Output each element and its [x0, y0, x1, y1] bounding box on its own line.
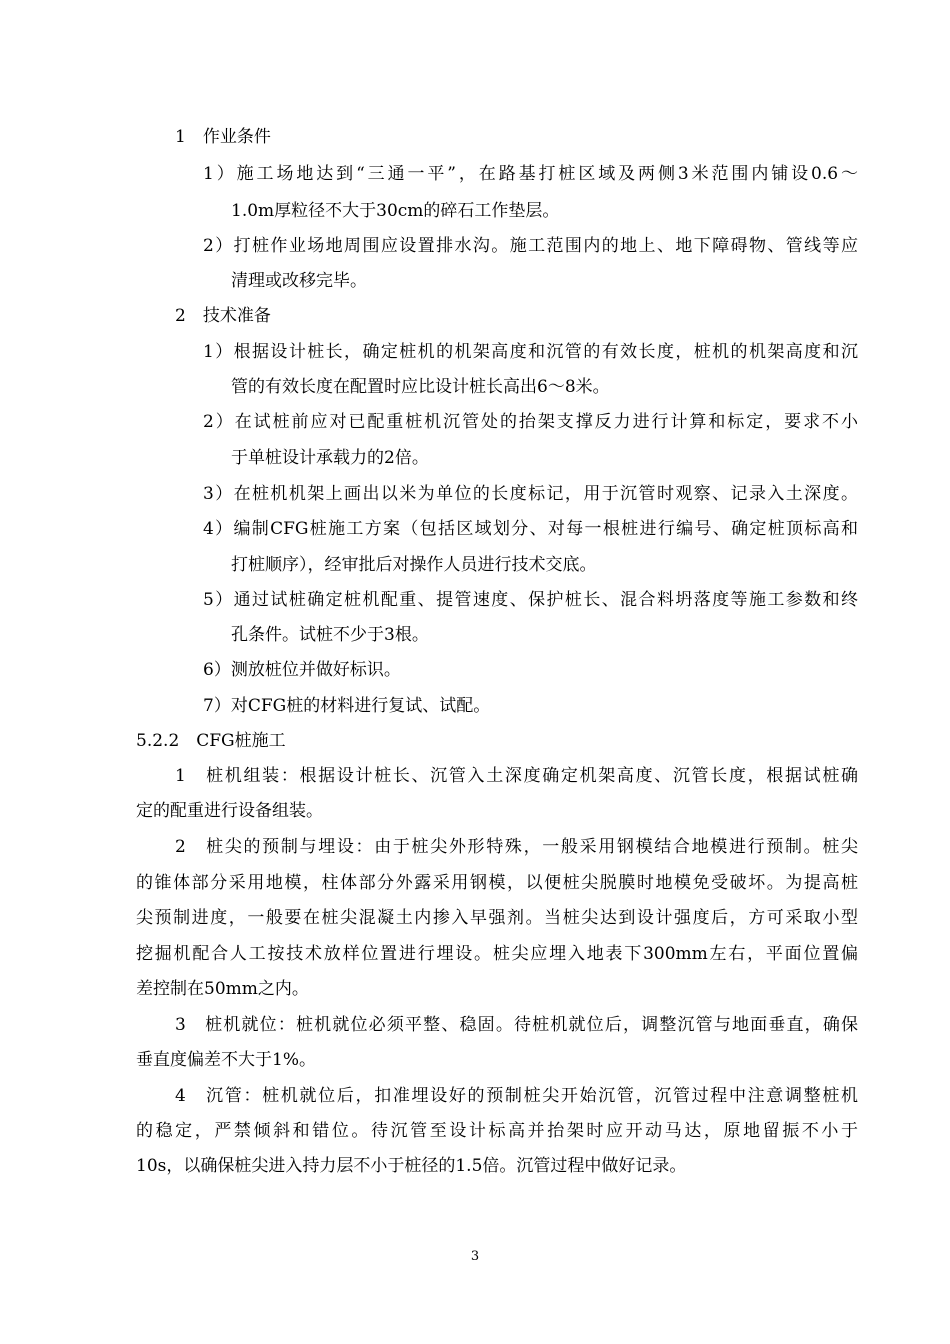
text-line: 的稳定，严禁倾斜和错位。待沉管至设计标高并抬架时应开动马达，原地留振不小于: [136, 1121, 858, 1141]
section-heading-cfg-pile-construction: 5.2.2 CFG桩施工: [136, 731, 286, 751]
heading-technical-preparation: 2 技术准备: [175, 306, 271, 326]
text-line: 于单桩设计承载力的2倍。: [231, 448, 429, 468]
text-line: 孔条件。试桩不少于3根。: [231, 625, 429, 645]
text-line: 管的有效长度在配置时应比设计桩长高出6～8米。: [231, 377, 610, 397]
text-line: 4）编制CFG桩施工方案（包括区域划分、对每一根桩进行编号、确定桩顶标高和: [203, 519, 858, 539]
text-line: 1.0m厚粒径不大于30cm的碎石工作垫层。: [231, 201, 560, 221]
text-line: 1 桩机组装：根据设计桩长、沉管入土深度确定机架高度、沉管长度，根据试桩确: [175, 766, 858, 786]
text-line: 3）在桩机机架上画出以米为单位的长度标记，用于沉管时观察、记录入土深度。: [203, 484, 858, 504]
text-line: 3 桩机就位：桩机就位必须平整、稳固。待桩机就位后，调整沉管与地面垂直，确保: [175, 1015, 858, 1035]
text-line: 2）打桩作业场地周围应设置排水沟。施工范围内的地上、地下障碍物、管线等应: [203, 236, 858, 256]
text-line: 清理或改移完毕。: [231, 271, 367, 291]
text-line: 打桩顺序），经审批后对操作人员进行技术交底。: [231, 555, 597, 575]
text-line: 尖预制进度，一般要在桩尖混凝土内掺入早强剂。当桩尖达到设计强度后，方可采取小型: [136, 908, 858, 928]
text-line: 的锥体部分采用地模，柱体部分外露采用钢模，以便桩尖脱膜时地模免受破坏。为提高桩: [136, 873, 858, 893]
text-line: 2）在试桩前应对已配重桩机沉管处的抬架支撑反力进行计算和标定，要求不小: [203, 412, 858, 432]
text-line: 1）根据设计桩长，确定桩机的机架高度和沉管的有效长度，桩机的机架高度和沉: [203, 342, 858, 362]
page-number: 3: [470, 1249, 480, 1264]
text-line: 5）通过试桩确定桩机配重、提管速度、保护桩长、混合料坍落度等施工参数和终: [203, 590, 858, 610]
text-line: 7）对CFG桩的材料进行复试、试配。: [203, 696, 491, 716]
text-line: 10s，以确保桩尖进入持力层不小于桩径的1.5倍。沉管过程中做好记录。: [136, 1156, 687, 1176]
heading-work-conditions: 1 作业条件: [175, 127, 271, 147]
text-line: 6）测放桩位并做好标识。: [203, 660, 401, 680]
text-line: 差控制在50mm之内。: [136, 979, 309, 999]
text-line: 2 桩尖的预制与埋设：由于桩尖外形特殊，一般采用钢模结合地模进行预制。桩尖: [175, 837, 858, 857]
text-line: 1）施工场地达到“三通一平”，在路基打桩区域及两侧3米范围内铺设0.6～: [203, 164, 858, 184]
text-line: 垂直度偏差不大于1%。: [136, 1050, 316, 1070]
text-line: 挖掘机配合人工按技术放样位置进行埋设。桩尖应埋入地表下300mm左右，平面位置偏: [136, 944, 858, 964]
text-line: 定的配重进行设备组装。: [136, 801, 323, 821]
text-line: 4 沉管：桩机就位后，扣准埋设好的预制桩尖开始沉管，沉管过程中注意调整桩机: [175, 1086, 858, 1106]
